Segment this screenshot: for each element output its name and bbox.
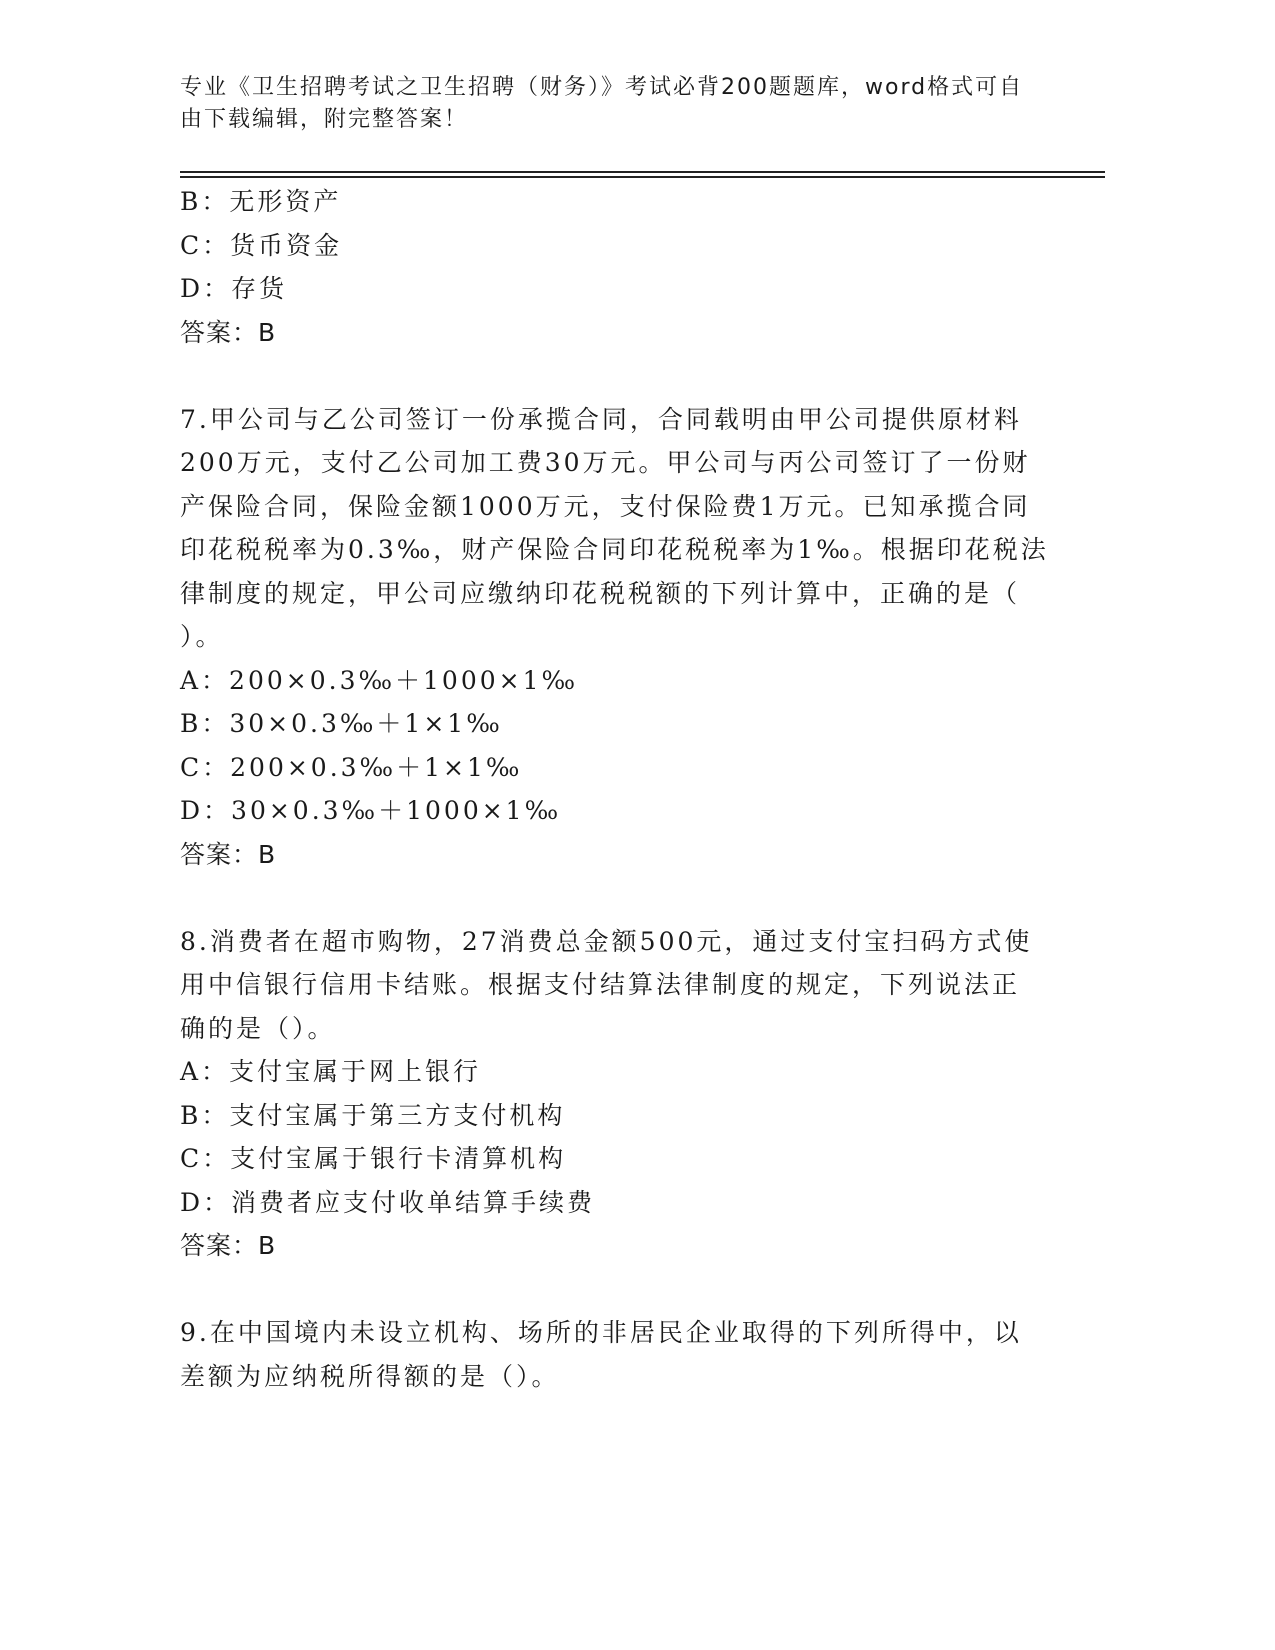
question-9 — [180, 1311, 1060, 1398]
question-6-partial — [180, 180, 1060, 354]
option-c: C：货币资金 — [180, 230, 343, 260]
spacer — [180, 1268, 1060, 1312]
document-header — [180, 72, 1060, 136]
question-stem-line: 产保险合同，保险金额1000万元，支付保险费1万元。已知承揽合同 — [180, 491, 1031, 521]
answer-label: 答案：B — [180, 839, 277, 869]
answer-label: 答案：B — [180, 317, 277, 347]
option-a: A：200×0.3‰＋1000×1‰ — [180, 665, 579, 695]
question-8 — [180, 920, 1060, 1268]
option-d: D：存货 — [180, 274, 288, 303]
question-stem-line: 用中信银行信用卡结账。根据支付结算法律制度的规定，下列说法正 — [180, 970, 1021, 999]
question-stem-line: 7.甲公司与乙公司签订一份承揽合同，合同载明由甲公司提供原材料 — [180, 404, 1022, 434]
option-b: B：支付宝属于第三方支付机构 — [180, 1100, 566, 1130]
document-body — [180, 180, 1060, 1398]
question-stem-line: 印花税税率为0.3‰，财产保险合同印花税税率为1‰。根据印花税法 — [180, 535, 1049, 564]
option-a: A：支付宝属于网上银行 — [180, 1057, 482, 1086]
header-title-line-1: 专业《卫生招聘考试之卫生招聘（财务）》考试必背200题题库，word格式可自 — [180, 75, 1024, 100]
answer-label: 答案：B — [180, 1231, 277, 1260]
spacer — [180, 876, 1060, 920]
question-stem-line: ）。 — [180, 622, 224, 651]
option-d: D：消费者应支付收单结算手续费 — [180, 1187, 596, 1217]
option-b: B：30×0.3‰＋1×1‰ — [180, 709, 503, 738]
option-c: C：支付宝属于银行卡清算机构 — [180, 1144, 567, 1173]
header-title-line-2: 由下载编辑，附完整答案！ — [180, 107, 469, 132]
header-divider-thin — [180, 176, 1105, 178]
question-stem-line: 8.消费者在超市购物，27消费总金额500元，通过支付宝扫码方式使 — [180, 926, 1033, 956]
question-stem-line: 200万元，支付乙公司加工费30万元。甲公司与丙公司签订了一份财 — [180, 448, 1031, 477]
spacer — [180, 354, 1060, 398]
question-7 — [180, 398, 1060, 877]
question-stem-line: 差额为应纳税所得额的是（）。 — [180, 1361, 560, 1391]
header-divider-thick — [180, 171, 1105, 173]
option-c: C：200×0.3‰＋1×1‰ — [180, 752, 523, 782]
question-stem-line: 9.在中国境内未设立机构、场所的非居民企业取得的下列所得中，以 — [180, 1318, 1022, 1347]
question-stem-line: 确的是（）。 — [180, 1013, 336, 1043]
option-d: D：30×0.3‰＋1000×1‰ — [180, 796, 562, 825]
question-stem-line: 律制度的规定，甲公司应缴纳印花税税额的下列计算中，正确的是（ — [180, 578, 1021, 608]
option-b: B：无形资产 — [180, 187, 342, 216]
